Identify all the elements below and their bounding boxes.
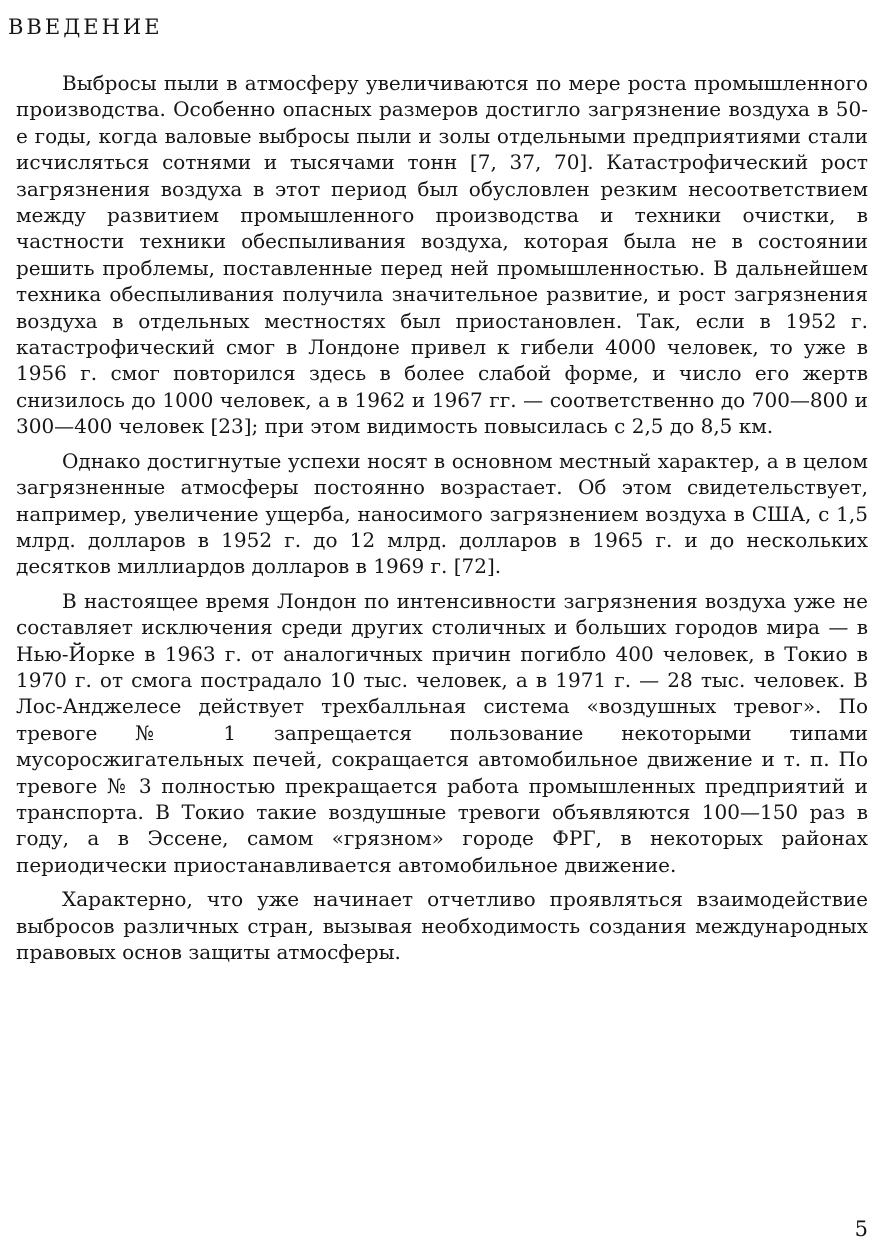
page-number: 5: [854, 1217, 868, 1241]
paragraph-1: Выбросы пыли в атмосферу увеличиваются по мере роста промышленного производства. Особенно опасных размеров достигло загрязнение воздуха в 50-е годы, когда валовые выбросы пыли и золы отдельными предприятиями стали исчисляться сотнями и тысячами тонн [7, 37, 70]. Катастрофический рост загрязнения воздуха в этот период был обусловлен резким несоответствием между развитием промышленного производства и техники очистки, в частности техники обеспыливания воздуха, которая была не в состоянии решить проблемы, поставленные перед ней промышленностью. В дальнейшем техника обеспыливания получила значительное развитие, и рост загрязнения воздуха в отдельных местностях был приостановлен. Так, если в 1952 г. катастрофический смог в Лондоне привел к гибели 4000 человек, то уже в 1956 г. смог повторился здесь в более слабой форме, и число его жертв снизилось до 1000 человек, а в 1962 и 1967 гг. — соответственно до 700—800 и 300—400 человек [23]; при этом видимость повысилась с 2,5 до 8,5 км.: [16, 71, 868, 439]
paragraph-3: В настоящее время Лондон по интенсивности загрязнения воздуха уже не составляет исключения среди других столичных и больших городов мира — в Нью-Йорке в 1963 г. от аналогичных причин погибло 400 человек, в Токио в 1970 г. от смога пострадало 10 тыс. человек, а в 1971 г. — 28 тыс. человек. В Лос-Анджелесе действует трехбалльная система «воздушных тревог». По тревоге № 1 запрещается пользование некоторыми типами мусоросжигательных печей, сокращается автомобильное движение и т. п. По тревоге № 3 полностью прекращается работа промышленных предприятий и транспорта. В Токио такие воздушные тревоги объявляются 100—150 раз в году, а в Эссене, самом «грязном» городе ФРГ, в некоторых районах периодически приостанавливается автомобильное движение.: [16, 588, 868, 877]
paragraph-4: Характерно, что уже начинает отчетливо проявляться взаимодействие выбросов различных стран, вызывая необходимость создания международных правовых основ защиты атмосферы.: [16, 887, 868, 964]
body-text: [16, 70, 868, 973]
section-heading: ВВЕДЕНИЕ: [8, 15, 163, 39]
paragraph-2: Однако достигнутые успехи носят в основном местный характер, а в целом загрязненные атмосферы постоянно возрастает. Об этом свидетельствует, например, увеличение ущерба, наносимого загрязнением воздуха в США, с 1,5 млрд. долларов в 1952 г. до 12 млрд. долларов в 1965 г. и до нескольких десятков миллиардов долларов в 1969 г. [72].: [16, 448, 868, 579]
